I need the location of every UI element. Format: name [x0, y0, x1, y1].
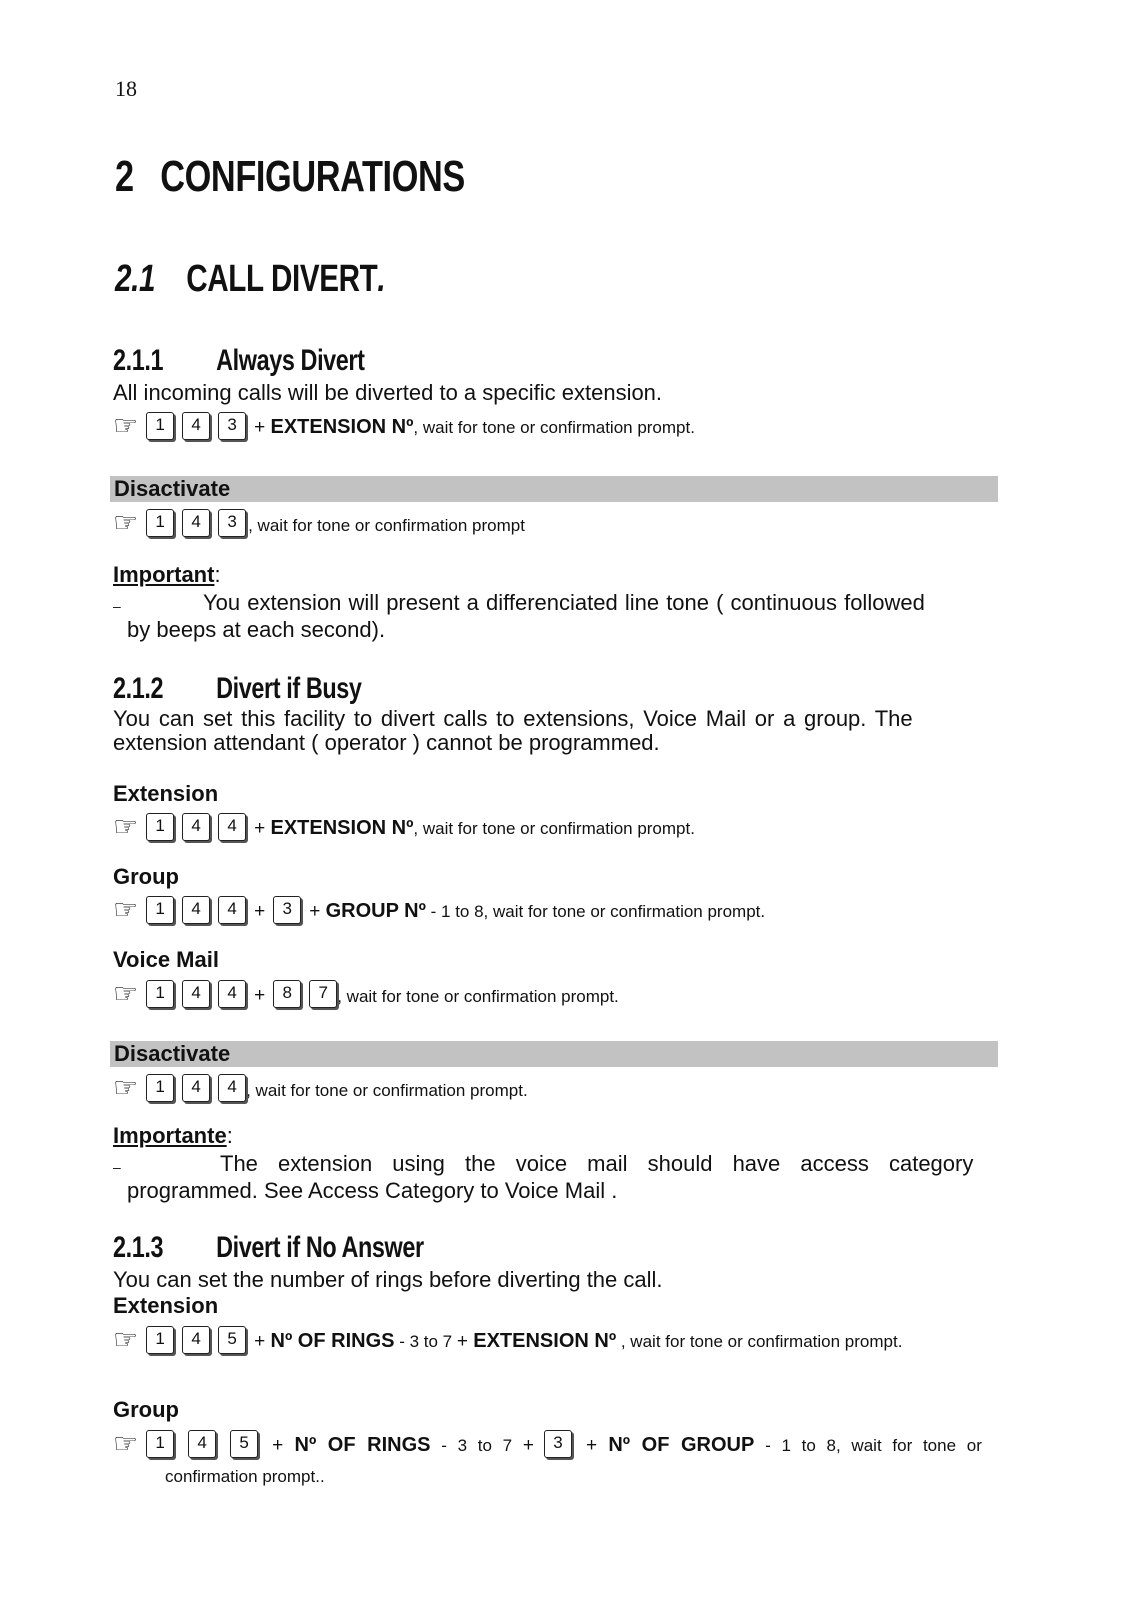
pointing-hand-icon: ☞ [113, 977, 139, 1010]
command-line-cont: confirmation prompt.. [165, 1467, 325, 1486]
key-button: 4 [218, 813, 246, 841]
command-line: ☞ 1 4 3 , wait for tone or confirmation prompt [113, 506, 525, 539]
list-dash: – [113, 1159, 121, 1175]
pointing-hand-icon: ☞ [113, 893, 139, 926]
disactivate-banner: Disactivate [110, 476, 998, 502]
pointing-hand-icon: ☞ [113, 1071, 139, 1104]
key-button: 1 [146, 813, 174, 841]
key-button: 5 [218, 1326, 246, 1354]
key-button: 4 [218, 980, 246, 1008]
key-button: 7 [309, 980, 337, 1008]
voice-mail-label: Voice Mail [113, 947, 219, 972]
key-button: 4 [182, 509, 210, 537]
key-button: 3 [218, 509, 246, 537]
key-button: 4 [188, 1430, 216, 1458]
list-dash: – [113, 598, 121, 614]
section-title: CALL DIVERT [186, 258, 378, 300]
page-number: 18 [115, 76, 137, 101]
disactivate-banner: Disactivate [110, 1041, 998, 1067]
group-label: Group [113, 1397, 179, 1422]
pointing-hand-icon: ☞ [113, 506, 139, 539]
paragraph: You can set the number of rings before diverting the call. [113, 1267, 663, 1292]
chapter-title: CONFIGURATIONS [160, 152, 465, 201]
command-line: ☞ 1 4 4 + EXTENSION Nº, wait for tone or confirmation prompt. [113, 810, 695, 843]
key-button: 1 [146, 1430, 174, 1458]
paragraph: All incoming calls will be diverted to a specific extension. [113, 380, 663, 405]
pointing-hand-icon: ☞ [113, 409, 139, 442]
key-button: 1 [146, 1326, 174, 1354]
command-line: ☞ 1 4 5 + Nº OF RINGS - 3 to 7 + EXTENSION Nº , wait for tone or confirmation prompt. [113, 1323, 903, 1356]
command-line: ☞ 1 4 4 + 8 7 , wait for tone or confirmation prompt. [113, 977, 619, 1010]
key-button: 3 [544, 1430, 572, 1458]
pointing-hand-icon: ☞ [113, 1427, 139, 1460]
key-button: 4 [182, 412, 210, 440]
command-line: ☞ 1 4 3 + EXTENSION Nº, wait for tone or confirmation prompt. [113, 409, 695, 442]
key-button: 1 [146, 1074, 174, 1102]
important-note-cont: by beeps at each second). [127, 617, 386, 642]
key-button: 3 [273, 896, 301, 924]
important-heading: Important: [113, 562, 221, 587]
paragraph: extension attendant ( operator ) cannot be programmed. [113, 730, 660, 755]
paragraph: You can set this facility to divert calls to extensions, Voice Mail or a group. The [113, 706, 913, 731]
chapter-number: 2 [115, 152, 134, 201]
important-note: You extension will present a differenciated line tone ( continuous followed [203, 590, 925, 615]
group-label: Group [113, 864, 179, 889]
key-button: 4 [182, 896, 210, 924]
section-number: 2.1 [115, 258, 156, 300]
key-button: 5 [230, 1430, 258, 1458]
command-line: ☞ 1 4 5 + Nº OF RINGS - 3 to 7 + 3 + Nº OF GROUP - 1 to 8, wait for tone or [113, 1427, 982, 1460]
key-button: 4 [182, 980, 210, 1008]
key-button: 1 [146, 412, 174, 440]
command-line: ☞ 1 4 4 + 3 + GROUP Nº - 1 to 8, wait for tone or confirmation prompt. [113, 893, 766, 926]
key-button: 3 [218, 412, 246, 440]
pointing-hand-icon: ☞ [113, 1323, 139, 1356]
extension-label: Extension [113, 1293, 219, 1318]
key-button: 1 [146, 980, 174, 1008]
key-button: 1 [146, 509, 174, 537]
subsection-heading-2-1-3: 2.1.3 Divert if No Answer [113, 1231, 424, 1264]
pointing-hand-icon: ☞ [113, 810, 139, 843]
key-button: 4 [182, 1074, 210, 1102]
key-button: 4 [218, 896, 246, 924]
command-line: ☞ 1 4 4 , wait for tone or confirmation prompt. [113, 1071, 528, 1104]
important-note-cont: programmed. See Access Category to Voice Mail . [127, 1178, 618, 1203]
extension-label: Extension [113, 781, 219, 806]
important-note: The extension using the voice mail should have access category [220, 1151, 974, 1176]
subsection-heading-2-1-2: 2.1.2 Divert if Busy [113, 672, 362, 705]
key-button: 8 [273, 980, 301, 1008]
important-heading: Importante: [113, 1123, 233, 1148]
key-button: 1 [146, 896, 174, 924]
chapter-heading [115, 152, 465, 202]
section-heading: 2.1 CALL DIVERT. [115, 258, 386, 300]
key-button: 4 [218, 1074, 246, 1102]
key-button: 4 [182, 1326, 210, 1354]
subsection-heading-2-1-1: 2.1.1 Always Divert [113, 344, 365, 377]
key-button: 4 [182, 813, 210, 841]
